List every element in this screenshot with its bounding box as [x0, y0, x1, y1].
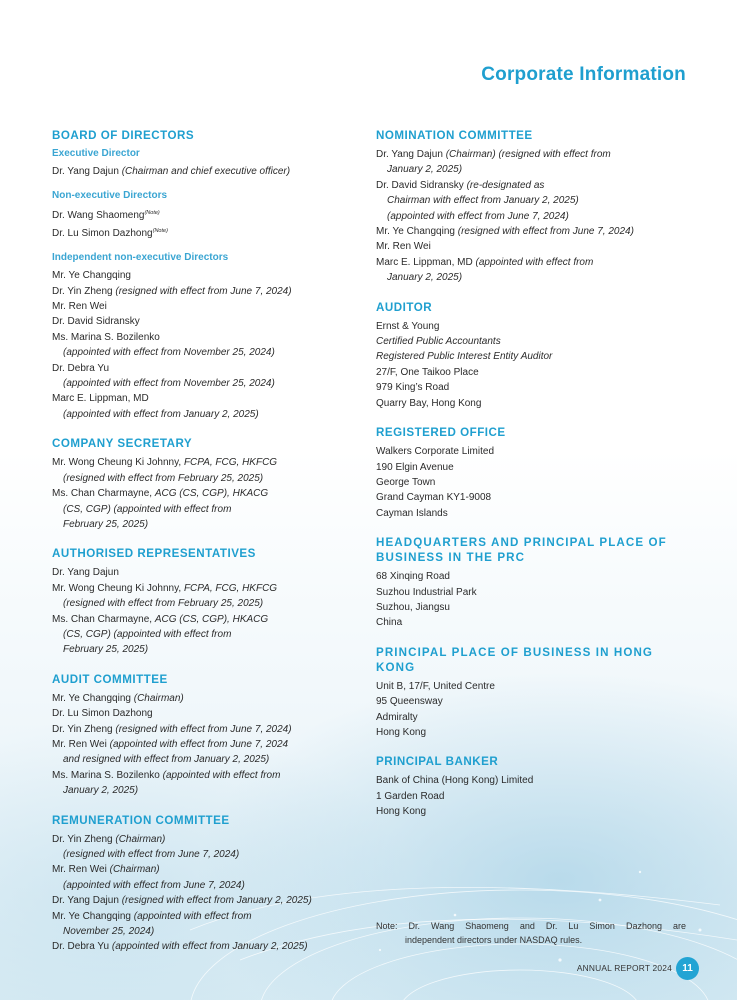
director-entry: Dr. Yin Zheng (resigned with effect from June 7, 2024) — [52, 285, 292, 297]
committee-entry: Dr. Debra Yu (appointed with effect from January 2, 2025) — [52, 941, 308, 953]
address-line: Suzhou Industrial Park — [376, 586, 477, 598]
secretary-entry: Mr. Wong Cheung Ki Johnny, FCPA, FCG, HKFCG — [52, 457, 278, 469]
address-line: Cayman Islands — [376, 507, 448, 519]
director-entry: Marc E. Lippman, MD — [52, 393, 149, 405]
committee-entry: Marc E. Lippman, MD (appointed with effect from — [376, 256, 594, 268]
secretary-note: (CS, CGP) (appointed with effect from — [63, 503, 232, 515]
director-entry: Dr. Debra Yu — [52, 362, 110, 374]
committee-entry: Mr. Ren Wei (appointed with effect from June 7, 2024 — [52, 738, 289, 750]
address-line: 27/F, One Taikoo Place — [376, 366, 479, 378]
address-line: Unit B, 17/F, United Centre — [376, 680, 495, 692]
committee-note: (resigned with effect from June 7, 2024) — [63, 849, 240, 860]
registered-office-section — [376, 425, 686, 521]
director-note: (appointed with effect from November 25, 2024) — [63, 378, 275, 390]
committee-note: and resigned with effect from January 2, 2025) — [63, 754, 270, 766]
director-entry: Mr. Ye Changqing — [52, 270, 131, 282]
note-marker: (Note) — [152, 227, 168, 234]
headquarters-section — [376, 535, 686, 631]
right-column — [376, 128, 686, 834]
section-title-hong-kong-office: PRINCIPAL PLACE OF BUSINESS IN HONG KONG — [376, 645, 654, 674]
page-number-badge: 11 — [676, 957, 699, 980]
committee-entry: Dr. David Sidransky (re-designated as — [376, 179, 545, 191]
committee-entry: Mr. Ye Changqing (appointed with effect from — [52, 910, 252, 922]
auditor-section — [376, 300, 686, 411]
address-line: 95 Queensway — [376, 696, 443, 708]
committee-entry: Mr. Ren Wei — [376, 241, 431, 253]
section-title-remuneration: REMUNERATION COMMITTEE — [52, 813, 230, 827]
committee-entry: Dr. Yang Dajun (Chairman) (resigned with effect from — [376, 149, 611, 160]
secretary-note: February 25, 2025) — [63, 518, 149, 530]
section-title-registered-office: REGISTERED OFFICE — [376, 426, 506, 440]
left-column — [52, 128, 352, 969]
address-line: George Town — [376, 476, 436, 488]
page-title: Corporate Information — [481, 64, 686, 85]
address-line: Walkers Corporate Limited — [376, 446, 495, 458]
director-note: (appointed with effect from November 25, 2024) — [63, 347, 275, 359]
director-entry: Dr. David Sidransky — [52, 316, 140, 328]
address-line: Quarry Bay, Hong Kong — [376, 397, 482, 409]
address-line: China — [376, 617, 403, 629]
subtitle-nonexecutive: Non-executive Directors — [52, 190, 168, 202]
section-title-headquarters: HEADQUARTERS AND PRINCIPAL PLACE OF BUSINESS IN THE PRC — [376, 536, 667, 565]
address-line: Certified Public Accountants — [376, 336, 501, 348]
address-line: 190 Elgin Avenue — [376, 461, 454, 473]
committee-entry: Dr. Yin Zheng (Chairman) — [52, 833, 166, 845]
section-title-representatives: AUTHORISED REPRESENTATIVES — [52, 547, 256, 561]
committee-note: January 2, 2025) — [387, 272, 463, 284]
address-line: Ernst & Young — [376, 320, 440, 332]
director-entry: Ms. Marina S. Bozilenko — [52, 331, 160, 343]
remuneration-committee-section — [52, 813, 352, 955]
address-line: Admiralty — [376, 711, 418, 723]
committee-note: (appointed with effect from June 7, 2024) — [63, 879, 245, 891]
address-line: 979 King’s Road — [376, 382, 450, 394]
audit-committee-section — [52, 672, 352, 799]
footnote-line: independent directors under NASDAQ rules. — [405, 934, 583, 945]
footnote-line: Note: Dr. Wang Shaomeng and Dr. Lu Simon Dazhong are — [376, 921, 686, 931]
committee-entry: Mr. Ren Wei (Chairman) — [52, 864, 160, 876]
committee-entry: Dr. Yin Zheng (resigned with effect from June 7, 2024) — [52, 723, 292, 735]
hong-kong-office-section — [376, 645, 686, 741]
section-title-secretary: COMPANY SECRETARY — [52, 437, 193, 451]
section-title-nomination: NOMINATION COMMITTEE — [376, 129, 533, 142]
director-note: (appointed with effect from January 2, 2025) — [63, 408, 259, 420]
authorised-representatives-section — [52, 546, 352, 657]
address-line: Registered Public Interest Entity Auditor — [376, 351, 553, 363]
section-title-audit: AUDIT COMMITTEE — [52, 672, 168, 686]
committee-entry: Mr. Ye Changqing (Chairman) — [52, 692, 184, 704]
address-line: Grand Cayman KY1-9008 — [376, 492, 492, 504]
committee-entry: Ms. Marina S. Bozilenko (appointed with effect from — [52, 769, 281, 781]
director-entry: Dr. Wang Shaomeng$^{(Note)}$ — [52, 210, 160, 222]
director-entry: Dr. Lu Simon Dazhong$^{(Note)}$ — [52, 227, 168, 239]
board-of-directors-section — [52, 128, 352, 422]
address-line: Suzhou, Jiangsu — [376, 601, 450, 613]
section-title-board: BOARD OF DIRECTORS — [52, 129, 195, 142]
footnote — [376, 920, 686, 947]
note-marker: (Note) — [144, 210, 160, 217]
committee-note: November 25, 2024) — [63, 926, 155, 938]
representative-entry: Ms. Chan Charmayne, ACG (CS, CGP), HKACG — [52, 613, 269, 625]
secretary-note: (resigned with effect from February 25, 2025) — [63, 472, 264, 484]
committee-note: January 2, 2025) — [387, 164, 463, 176]
committee-note: Chairman with effect from January 2, 2025) — [387, 195, 579, 207]
committee-entry: Dr. Lu Simon Dazhong — [52, 708, 153, 720]
representative-note: (CS, CGP) (appointed with effect from — [63, 628, 232, 640]
representative-entry: Mr. Wong Cheung Ki Johnny, FCPA, FCG, HKFCG — [52, 582, 278, 594]
director-entry: Mr. Ren Wei — [52, 301, 107, 313]
section-title-auditor: AUDITOR — [376, 300, 433, 314]
secretary-entry: Ms. Chan Charmayne, ACG (CS, CGP), HKACG — [52, 488, 269, 500]
principal-banker-section — [376, 754, 686, 819]
footer-report-label: ANNUAL REPORT 2024 — [576, 963, 672, 973]
representative-note: February 25, 2025) — [63, 644, 149, 656]
committee-note: (appointed with effect from June 7, 2024) — [387, 210, 569, 222]
committee-entry: Mr. Ye Changqing (resigned with effect from June 7, 2024) — [376, 226, 634, 238]
nomination-committee-section — [376, 128, 686, 286]
address-line: Hong Kong — [376, 726, 427, 738]
address-line: Bank of China (Hong Kong) Limited — [376, 775, 534, 787]
company-secretary-section — [52, 436, 352, 532]
representative-note: (resigned with effect from February 25, 2025) — [63, 598, 264, 610]
address-line: Hong Kong — [376, 806, 427, 818]
director-entry: Dr. Yang Dajun (Chairman and chief executive officer) — [52, 166, 291, 177]
section-title-banker: PRINCIPAL BANKER — [376, 755, 499, 769]
committee-entry: Dr. Yang Dajun (resigned with effect from January 2, 2025) — [52, 895, 312, 907]
subtitle-executive: Executive Director — [52, 148, 140, 159]
address-line: 1 Garden Road — [376, 790, 445, 802]
committee-note: January 2, 2025) — [63, 785, 139, 797]
subtitle-independent: Independent non-executive Directors — [52, 252, 229, 264]
representative-entry: Dr. Yang Dajun — [52, 567, 119, 579]
address-line: 68 Xinqing Road — [376, 571, 450, 583]
